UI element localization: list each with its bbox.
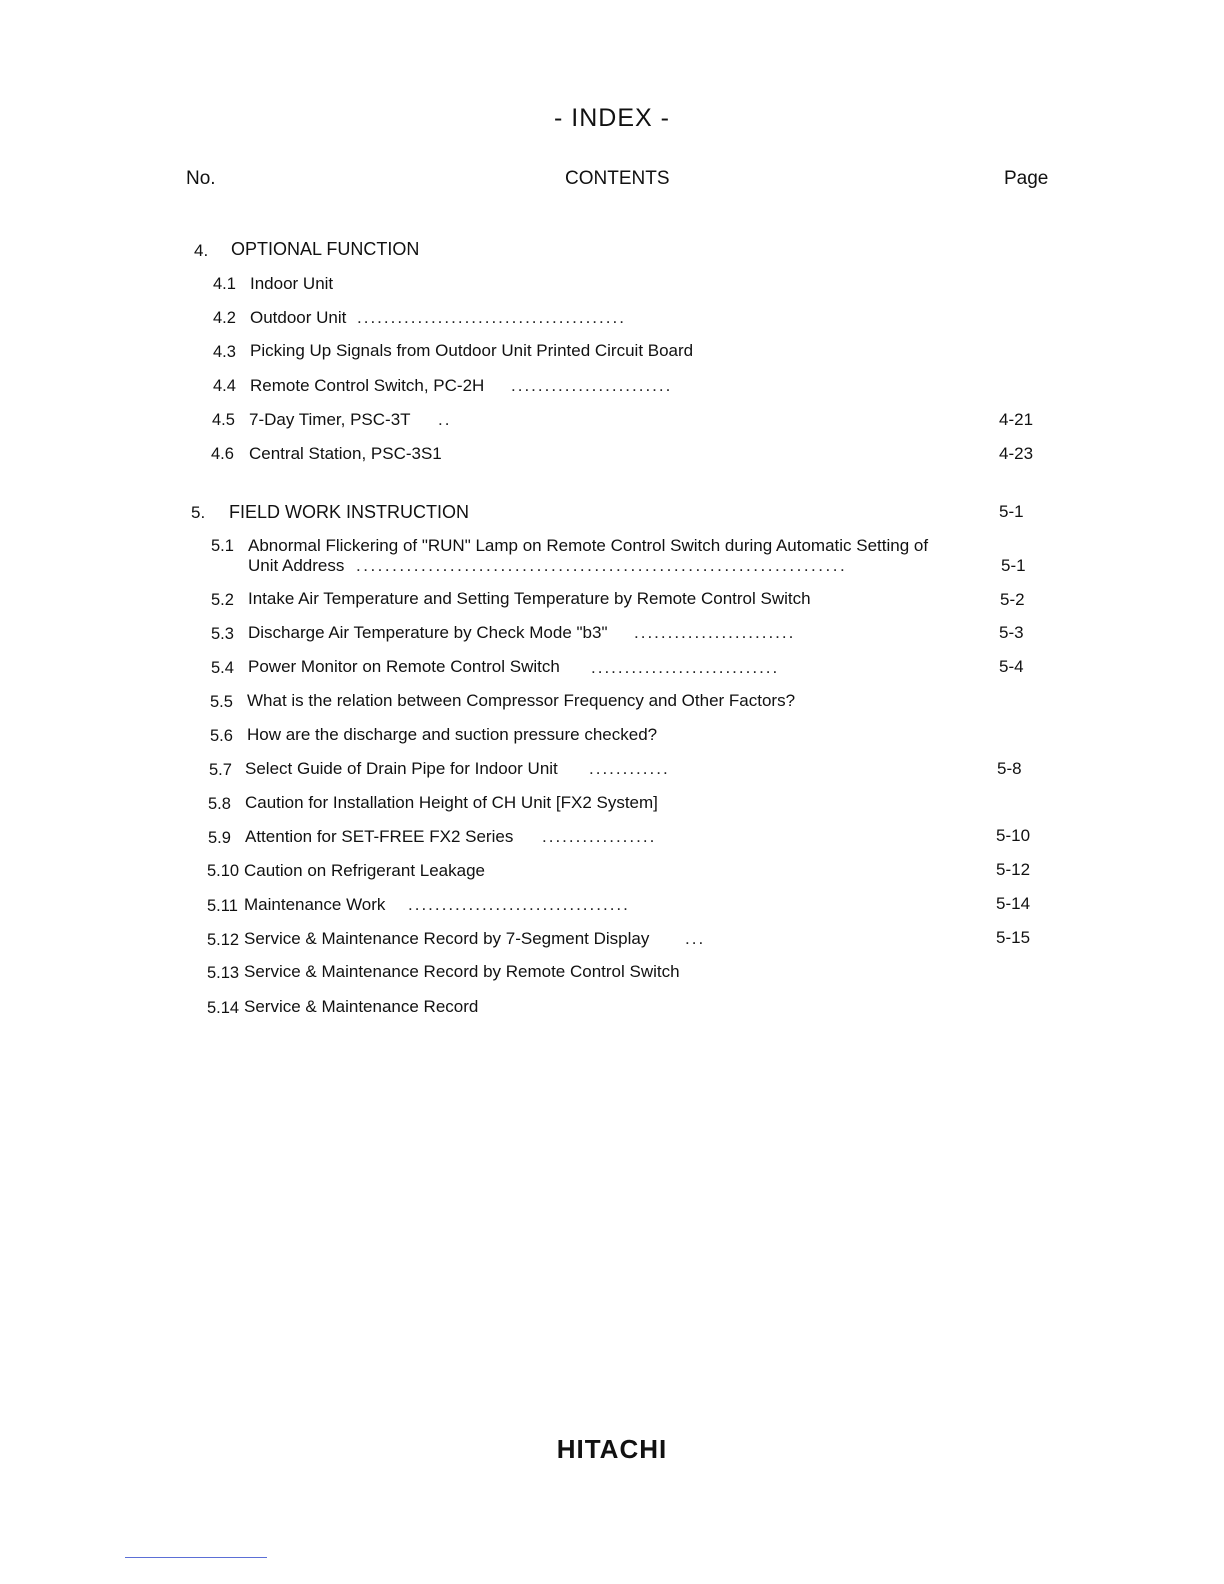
toc-item-title: Select Guide of Drain Pipe for Indoor Unit [245,759,558,778]
dot-leader: .................................................................... [356,556,848,575]
link-underline [125,1557,267,1558]
toc-page-number: 5-10 [996,826,1031,845]
dot-leader: ............................ [591,658,780,677]
toc-item-title: Service & Maintenance Record [244,997,479,1016]
toc-item-number: 4.5 [212,411,235,429]
toc-item-title: Discharge Air Temperature by Check Mode "b3" [248,623,608,642]
toc-item-title: Attention for SET-FREE FX2 Series [245,827,514,846]
toc-page-number: 5-2 [1000,590,1025,609]
toc-page-number: 5-15 [996,928,1031,947]
toc-item-number: 5.4 [211,659,234,677]
header-page: Page [1004,168,1049,189]
toc-item-title: Picking Up Signals from Outdoor Unit Printed Circuit Board [250,341,694,360]
header-contents: CONTENTS [565,168,670,189]
toc-item-title: Service & Maintenance Record by 7-Segment Display [244,929,650,948]
toc-item-title: Power Monitor on Remote Control Switch [248,657,560,676]
header-no: No. [186,168,216,189]
section-number: 4. [194,241,209,260]
dot-leader: ... [685,929,706,948]
toc-item-title: Abnormal Flickering of "RUN" Lamp on Remote Control Switch during Automatic Setting of [248,536,929,555]
toc-item-number: 4.2 [213,309,236,327]
toc-page-number: 5-12 [996,860,1031,879]
dot-leader: ................. [542,827,657,846]
toc-item-title: Maintenance Work [244,895,386,914]
toc-item-title: Service & Maintenance Record by Remote Control Switch [244,962,680,981]
toc-item-number: 5.2 [211,591,234,609]
toc-page-number: 4-23 [999,444,1034,463]
dot-leader: ........................................ [357,308,626,327]
dot-leader: ................................. [408,895,630,914]
toc-item-title: Outdoor Unit [250,308,347,327]
toc-page-number: 5-1 [999,502,1024,521]
toc-page-number: 4-21 [999,410,1034,429]
toc-item-title: How are the discharge and suction pressure checked? [247,725,658,744]
dot-leader: ........................ [634,623,796,642]
toc-page-number: 5-1 [1001,556,1026,575]
toc-item-title-continued: Unit Address [248,556,345,575]
toc-item-number: 5.6 [210,727,233,745]
toc-item-number: 5.13 [207,964,240,982]
toc-item-title: Intake Air Temperature and Setting Temperature by Remote Control Switch [248,589,811,608]
toc-page-number: 5-8 [997,759,1022,778]
section-number: 5. [191,503,206,522]
toc-item-number: 5.3 [211,625,234,643]
dot-leader: .. [438,410,452,429]
toc-item-number: 5.11 [207,897,238,915]
toc-item-title: Remote Control Switch, PC-2H [250,376,485,395]
page-title: - INDEX - [554,104,670,132]
section-title: OPTIONAL FUNCTION [231,239,420,259]
toc-item-number: 5.9 [208,829,231,847]
toc-item-number: 5.12 [207,931,240,949]
section-title: FIELD WORK INSTRUCTION [229,502,470,522]
toc-item-title: Indoor Unit [250,274,334,293]
toc-item-number: 4.1 [213,275,236,293]
toc-item-number: 5.7 [209,761,232,779]
dot-leader: ............ [589,759,670,778]
toc-item-title: What is the relation between Compressor Frequency and Other Factors? [247,691,796,710]
toc-item-number: 5.10 [207,862,240,880]
toc-item-title: Central Station, PSC-3S1 [249,444,442,463]
toc-item-title: Caution on Refrigerant Leakage [244,861,485,880]
toc-item-number: 5.1 [211,537,234,555]
toc-item-number: 5.5 [210,693,233,711]
dot-leader: ........................ [511,376,673,395]
toc-item-number: 5.14 [207,999,240,1017]
toc-item-title: Caution for Installation Height of CH Unit [FX2 System] [245,793,658,812]
toc-item-number: 4.4 [213,377,236,395]
toc-item-number: 4.3 [213,343,236,361]
toc-item-title: 7-Day Timer, PSC-3T [249,410,411,429]
toc-page-number: 5-4 [999,657,1024,676]
toc-page-number: 5-14 [996,894,1031,913]
toc-page-number: 5-3 [999,623,1024,642]
toc-item-number: 5.8 [208,795,231,813]
brand-logo-text: HITACHI [556,1434,668,1464]
toc-item-number: 4.6 [211,445,234,463]
